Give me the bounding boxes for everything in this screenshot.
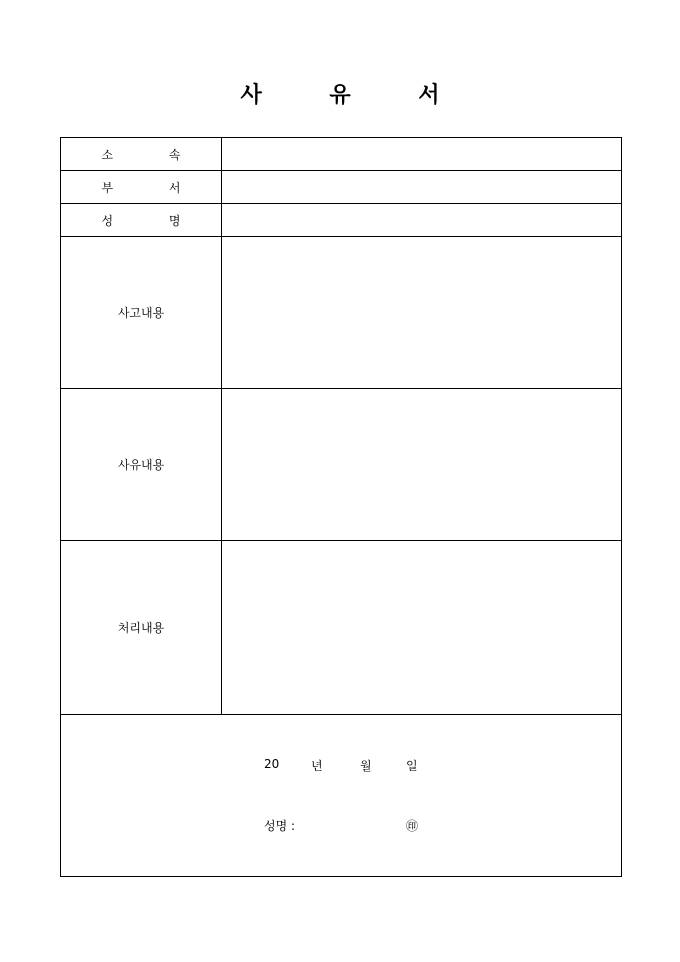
- reason-label: 사유내용: [61, 389, 222, 541]
- action-label: 처리내용: [61, 541, 222, 715]
- year-label: 년: [311, 759, 323, 773]
- action-field[interactable]: [222, 541, 622, 715]
- name-label: 성 명: [61, 204, 222, 237]
- document-title: 사 유 서: [240, 82, 470, 108]
- month-label: 월: [360, 759, 372, 773]
- seal-icon: ㊞: [406, 819, 419, 833]
- day-label: 일: [406, 759, 418, 773]
- form-row-department: [61, 171, 622, 204]
- incident-field[interactable]: [222, 237, 622, 389]
- form-row-reason: [61, 389, 622, 541]
- affiliation-field[interactable]: [222, 138, 622, 171]
- form-row-action: [61, 541, 622, 715]
- signature-section: [61, 715, 622, 877]
- name-field[interactable]: [222, 204, 622, 237]
- affiliation-label: 소 속: [61, 138, 222, 171]
- incident-label: 사고내용: [61, 237, 222, 389]
- department-label: 부 서: [61, 171, 222, 204]
- form-row-name: [61, 204, 622, 237]
- signature-name-label: 성명 :: [264, 819, 296, 833]
- year-prefix: 20: [264, 757, 280, 771]
- statement-form-table: [60, 137, 622, 877]
- form-row-affiliation: [61, 138, 622, 171]
- reason-field[interactable]: [222, 389, 622, 541]
- department-field[interactable]: [222, 171, 622, 204]
- form-row-signature: [61, 715, 622, 877]
- form-row-incident: [61, 237, 622, 389]
